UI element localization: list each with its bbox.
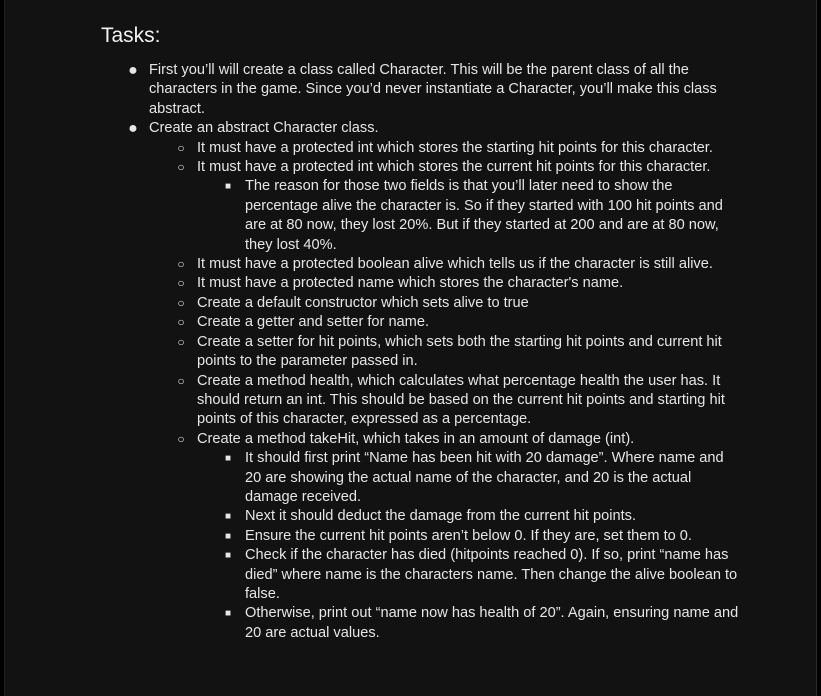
list-item-text: It must have a protected int which stores the current hit points for this character. (197, 159, 711, 176)
list-item (149, 274, 741, 293)
document-page (4, 0, 817, 696)
bullet-square-icon: ■ (224, 608, 232, 620)
list-item (197, 546, 741, 604)
bullet-disc-icon: ● (128, 62, 138, 79)
bullet-square-icon: ■ (224, 453, 232, 465)
list-item (197, 527, 741, 546)
bullet-square-icon: ■ (224, 181, 232, 193)
sublist (101, 139, 741, 644)
list-item-text: First you’ll will create a class called Character. This will be the parent class of all the characters in the game. Since you’d never instantiate a Character, you’ll make this class abstract. (149, 62, 717, 117)
bullet-disc-icon: ● (128, 120, 138, 138)
bullet-square-icon: ■ (224, 530, 232, 542)
list-item-text: Create a method takeHit, which takes in an amount of damage (int). (197, 430, 635, 447)
list-item-text: Create a method health, which calculates what percentage health the user has. It should return an int. This should be based on the current hit points and starting hit points of this character, expressed as a percentage. (197, 372, 725, 428)
list-item (197, 449, 741, 507)
bullet-circle-icon: ○ (177, 160, 185, 175)
list-item (149, 294, 741, 313)
list-item (149, 430, 741, 643)
bullet-circle-icon: ○ (177, 431, 185, 446)
list-item (149, 139, 741, 158)
bullet-square-icon: ■ (224, 511, 232, 523)
list-item (149, 333, 741, 372)
bullet-circle-icon: ○ (177, 257, 185, 272)
tasks-heading: Tasks: (101, 24, 161, 47)
list-item-text: It should first print “Name has been hit with 20 damage”. Where name and 20 are showing the actual name of the character, and 20 is the actual damage received. (245, 450, 724, 505)
list-item-text: Create an abstract Character class. (149, 120, 379, 137)
list-item-text: Next it should deduct the damage from the current hit points. (245, 508, 637, 525)
bullet-circle-icon: ○ (177, 373, 185, 388)
list-item (149, 313, 741, 332)
bullet-circle-icon: ○ (177, 315, 185, 330)
list-item-text: Check if the character has died (hitpoints reached 0). If so, print “name has died” where name is the characters name. Then change the alive boolean to false. (245, 547, 738, 602)
list-item-text: The reason for those two fields is that you’ll later need to show the percentage alive the character is. So if they started with 100 hit points and are at 80 now, they lost 20%. But if they started at 200 and are at 80 now, they lost 40%. (245, 178, 723, 253)
sublist (197, 449, 741, 643)
list-item (149, 255, 741, 274)
list-item-text: Create a getter and setter for name. (197, 314, 430, 331)
list-item (101, 119, 741, 643)
document-body (101, 22, 741, 643)
task-list (101, 61, 741, 643)
list-item (197, 177, 741, 255)
list-item (101, 61, 741, 119)
bullet-circle-icon: ○ (177, 276, 185, 291)
list-item-text: Otherwise, print out “name now has health of 20”. Again, ensuring name and 20 are actual values. (245, 605, 739, 641)
list-item (197, 604, 741, 643)
sublist (197, 177, 741, 255)
list-item-text: It must have a protected boolean alive which tells us if the character is still alive. (197, 256, 713, 273)
list-item-text: Create a setter for hit points, which sets both the starting hit points and current hit points to the parameter passed in. (197, 333, 722, 370)
list-item-text: Ensure the current hit points aren’t below 0. If they are, set them to 0. (245, 527, 692, 544)
bullet-square-icon: ■ (224, 550, 232, 562)
list-item (149, 158, 741, 255)
list-item (197, 507, 741, 526)
bullet-circle-icon: ○ (177, 295, 185, 310)
list-item-text: It must have a protected int which stores the starting hit points for this character. (197, 139, 713, 156)
bullet-circle-icon: ○ (177, 334, 185, 349)
bullet-circle-icon: ○ (177, 140, 185, 155)
list-item (149, 372, 741, 430)
list-item-text: It must have a protected name which stores the character's name. (197, 275, 624, 292)
list-item-text: Create a default constructor which sets alive to true (197, 294, 529, 311)
